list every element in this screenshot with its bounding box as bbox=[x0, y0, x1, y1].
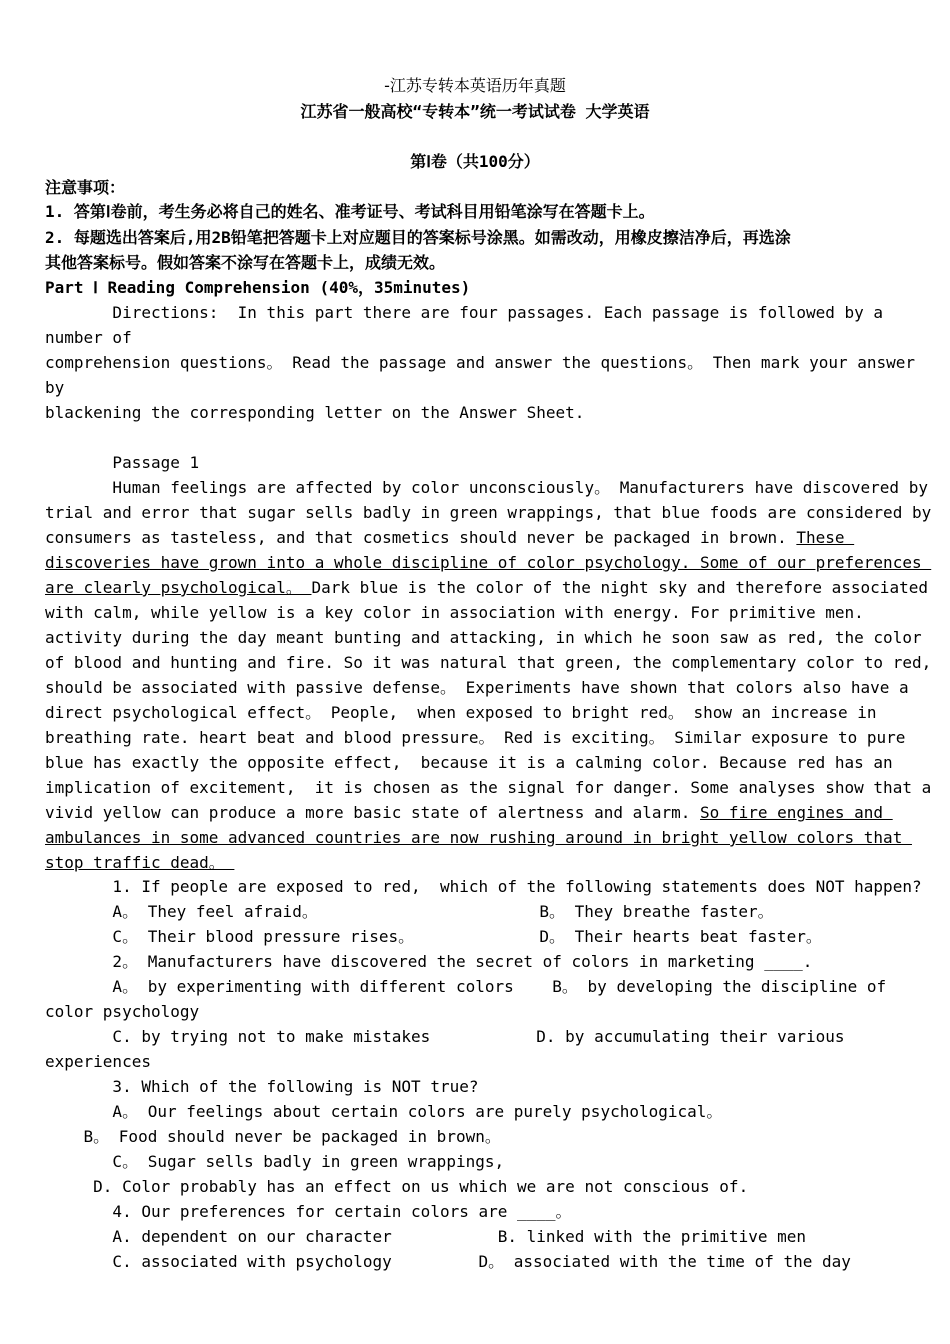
note-item-2-cont: 其他答案标号。假如答案不涂写在答题卡上，成绩无效。 bbox=[45, 253, 446, 272]
underlined-text: ambulances in some advanced countries are now rushing around in bright yellow colors that bbox=[45, 828, 912, 847]
passage-label: Passage 1 bbox=[45, 453, 200, 472]
passage-line: activity during the day meant bunting and attacking, in which he soon saw as red, the color bbox=[45, 628, 922, 647]
passage-line: trial and error that sugar sells badly in green wrappings, that blue foods are considered by bbox=[45, 503, 932, 522]
passage-line: with calm, while yellow is a key color in association with energy. For primitive men. bbox=[45, 603, 864, 622]
volume-heading: 第Ⅰ卷（共100分） bbox=[410, 152, 540, 171]
underlined-text: stop traffic dead。 bbox=[45, 853, 235, 872]
passage-line: of blood and hunting and fire. So it was natural that green, the complementary color to red, bbox=[45, 653, 932, 672]
question-2-options: color psychology bbox=[45, 1002, 200, 1021]
passage-text: consumers as tasteless, and that cosmetics should never be packaged in brown. bbox=[45, 528, 797, 547]
question-3-option-c: C。 Sugar sells badly in green wrappings, bbox=[45, 1152, 505, 1171]
passage-text: vivid yellow can produce a more basic state of alertness and alarm. bbox=[45, 803, 701, 822]
passage-line bbox=[45, 553, 931, 573]
note-item-2: 2. 每题选出答案后,用2B铅笔把答题卡上对应题目的答案标号涂黑。如需改动，用橡皮擦洁净后，再选涂 bbox=[45, 228, 791, 247]
doc-title: -江苏专转本英语历年真题 bbox=[384, 76, 566, 95]
question-1-options: A。 They feel afraid。 B。 They breathe faster。 bbox=[45, 902, 774, 921]
question-3-option-d: D. Color probably has an effect on us which we are not conscious of. bbox=[45, 1177, 749, 1196]
passage-line: should be associated with passive defense。 Experiments have shown that colors also have a bbox=[45, 678, 909, 697]
directions-line: by bbox=[45, 378, 65, 397]
question-3: 3. Which of the following is NOT true? bbox=[45, 1077, 479, 1096]
underlined-text: discoveries have grown into a whole discipline of color psychology. Some of our preferences bbox=[45, 553, 932, 572]
directions-line: number of bbox=[45, 328, 132, 347]
directions-line: comprehension questions。 Read the passage and answer the questions。 Then mark your answer bbox=[45, 353, 916, 372]
passage-line: Human feelings are affected by color unconsciously。 Manufacturers have discovered by bbox=[45, 478, 928, 497]
question-4: 4. Our preferences for certain colors are ____。 bbox=[45, 1202, 572, 1221]
part-title: Part Ⅰ Reading Comprehension (40%，35minutes) bbox=[45, 278, 471, 297]
passage-text: Dark blue is the color of the night sky and therefore associated bbox=[311, 578, 928, 597]
passage-line: direct psychological effect。 People, when exposed to bright red。 show an increase in bbox=[45, 703, 877, 722]
question-4-options: A. dependent on our character B. linked with the primitive men bbox=[45, 1227, 806, 1246]
question-2-options: A。 by experimenting with different colors B。 by developing the discipline of bbox=[45, 977, 887, 996]
question-2: 2。 Manufacturers have discovered the secret of colors in marketing ____. bbox=[45, 952, 813, 971]
underlined-text: These bbox=[796, 528, 855, 547]
passage-line: breathing rate. heart beat and blood pressure。 Red is exciting。 Similar exposure to pure bbox=[45, 728, 906, 747]
question-4-options: C. associated with psychology D。 associated with the time of the day bbox=[45, 1252, 851, 1271]
passage-line: blue has exactly the opposite effect, because it is a calming color. Because red has an bbox=[45, 753, 893, 772]
question-3-option-a: A。 Our feelings about certain colors are purely psychological。 bbox=[45, 1102, 723, 1121]
exam-title: 江苏省一般高校“专转本”统一考试试卷 大学英语 bbox=[300, 102, 650, 121]
passage-line bbox=[45, 828, 912, 848]
notes-heading: 注意事项： bbox=[45, 178, 126, 197]
question-1-options: C。 Their blood pressure rises。 D。 Their hearts beat faster。 bbox=[45, 927, 822, 946]
question-3-option-b: B。 Food should never be packaged in brown。 bbox=[45, 1127, 501, 1146]
question-1: 1. If people are exposed to red, which of the following statements does NOT happen? bbox=[45, 877, 922, 896]
passage-line: implication of excitement, it is chosen as the signal for danger. Some analyses show that a bbox=[45, 778, 932, 797]
note-item-1: 1. 答第Ⅰ卷前，考生务必将自己的姓名、准考证号、考试科目用铅笔涂写在答题卡上。 bbox=[45, 202, 655, 221]
underlined-text: are clearly psychological。 bbox=[45, 578, 312, 597]
passage-line bbox=[45, 853, 234, 873]
question-2-options: C. by trying not to make mistakes D. by accumulating their various bbox=[45, 1027, 845, 1046]
question-2-options: experiences bbox=[45, 1052, 151, 1071]
passage-line bbox=[45, 578, 928, 598]
underlined-text: So fire engines and bbox=[700, 803, 893, 822]
passage-line bbox=[45, 803, 893, 823]
passage-line bbox=[45, 528, 854, 548]
directions-line: Directions: In this part there are four passages. Each passage is followed by a bbox=[45, 303, 884, 322]
directions-line: blackening the corresponding letter on the Answer Sheet. bbox=[45, 403, 585, 422]
